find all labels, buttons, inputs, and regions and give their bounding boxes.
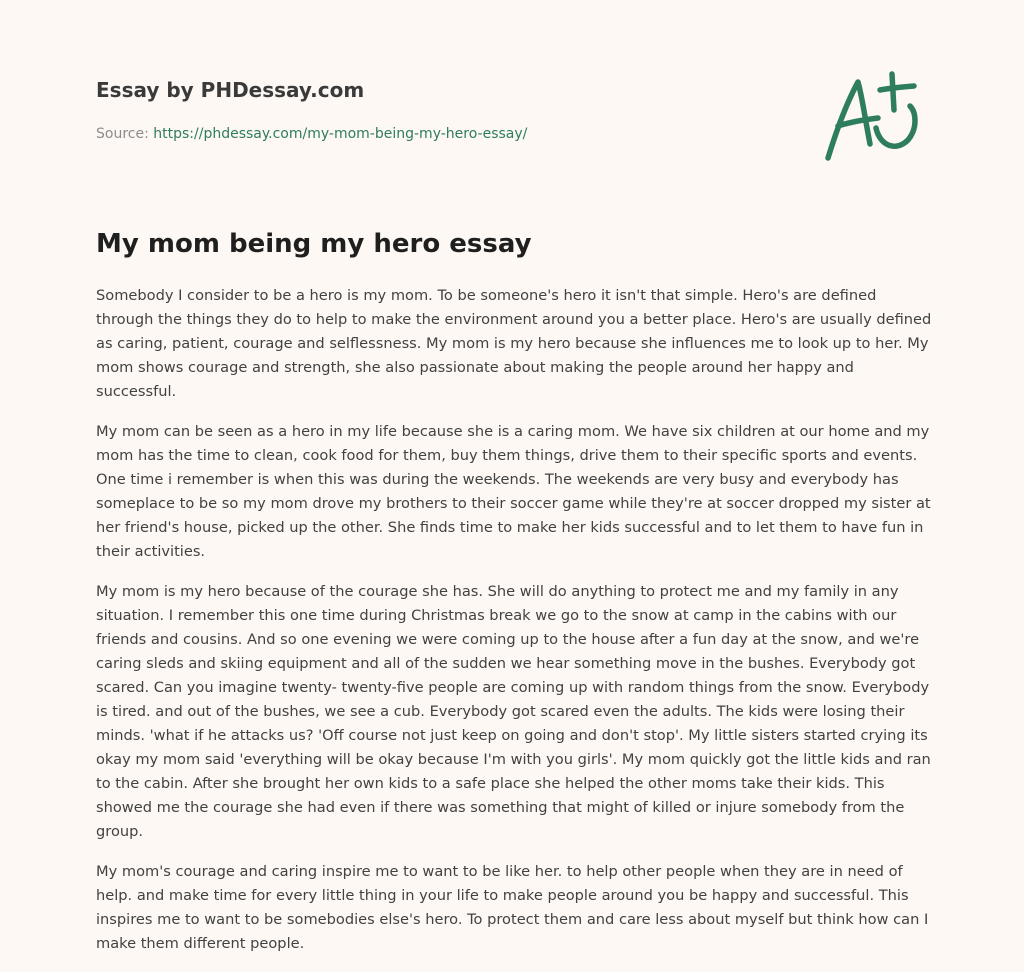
site-title: Essay by PHDessay.com	[96, 78, 365, 102]
page-header	[96, 76, 796, 144]
source-link[interactable]: https://phdessay.com/my-mom-being-my-hero-essay/	[153, 126, 528, 142]
essay-paragraph: My mom is my hero because of the courage she has. She will do anything to protect me and my family in any situation. I remember this one time during Christmas break we go to the snow at camp in the cabins with our friends and cousins. And so one evening we were coming up to the house after a fun day at the snow, and we're caring sleds and skiing equipment and all of the sudden we hear something move in the bushes. Everybody got scared. Can you imagine twenty- twenty-five people are coming up with random things from the snow. Everybody is tired. and out of the bushes, we see a cub. Everybody got scared even the adults. The kids were losing their minds. 'what if he attacks us? 'Off course not just keep on going and don't stop'. My little sisters started crying its okay my mom said 'everything will be okay because I'm with you girls'. My mom quickly got the little kids and ran to the cabin. After she brought her own kids to a safe place she helped the other moms take their kids. This showed me the courage she had even if there was something that might of killed or injure somebody from the group.	[96, 583, 931, 840]
a-plus-logo-svg	[818, 66, 930, 166]
a-plus-logo-icon	[818, 66, 930, 166]
essay-paragraph: Somebody I consider to be a hero is my mom. To be someone's hero it isn't that simple. Hero's are defined through the things they do to help to make the environment around you a better place. Hero's are usually defined as caring, patient, courage and selflessness. My mom is my hero because she influences me to look up to her. My mom shows courage and strength, she also passionate about making the people around her happy and successful.	[96, 287, 932, 400]
essay-paragraph: My mom's courage and caring inspire me to want to be like her. to help other people when they are in need of help. and make time for every little thing in your life to make people around you be happy and successful. This inspires me to want to be somebodies else's hero. To protect them and care less about myself but think how can I make them different people.	[96, 863, 929, 952]
source-line	[96, 124, 796, 144]
source-label: Source:	[96, 126, 154, 142]
essay-body	[96, 284, 932, 972]
essay-title: My mom being my hero essay	[96, 229, 532, 259]
essay-paragraph: My mom can be seen as a hero in my life because she is a caring mom. We have six children at our home and my mom has the time to clean, cook food for them, buy them things, drive them to their specific sports and events. One time i remember is when this was during the weekends. The weekends are very busy and everybody has someplace to be so my mom drove my brothers to their soccer game while they're at soccer dropped my sister at her friend's house, picked up the other. She finds time to make her kids successful and to let them to have fun in their activities.	[96, 423, 931, 560]
